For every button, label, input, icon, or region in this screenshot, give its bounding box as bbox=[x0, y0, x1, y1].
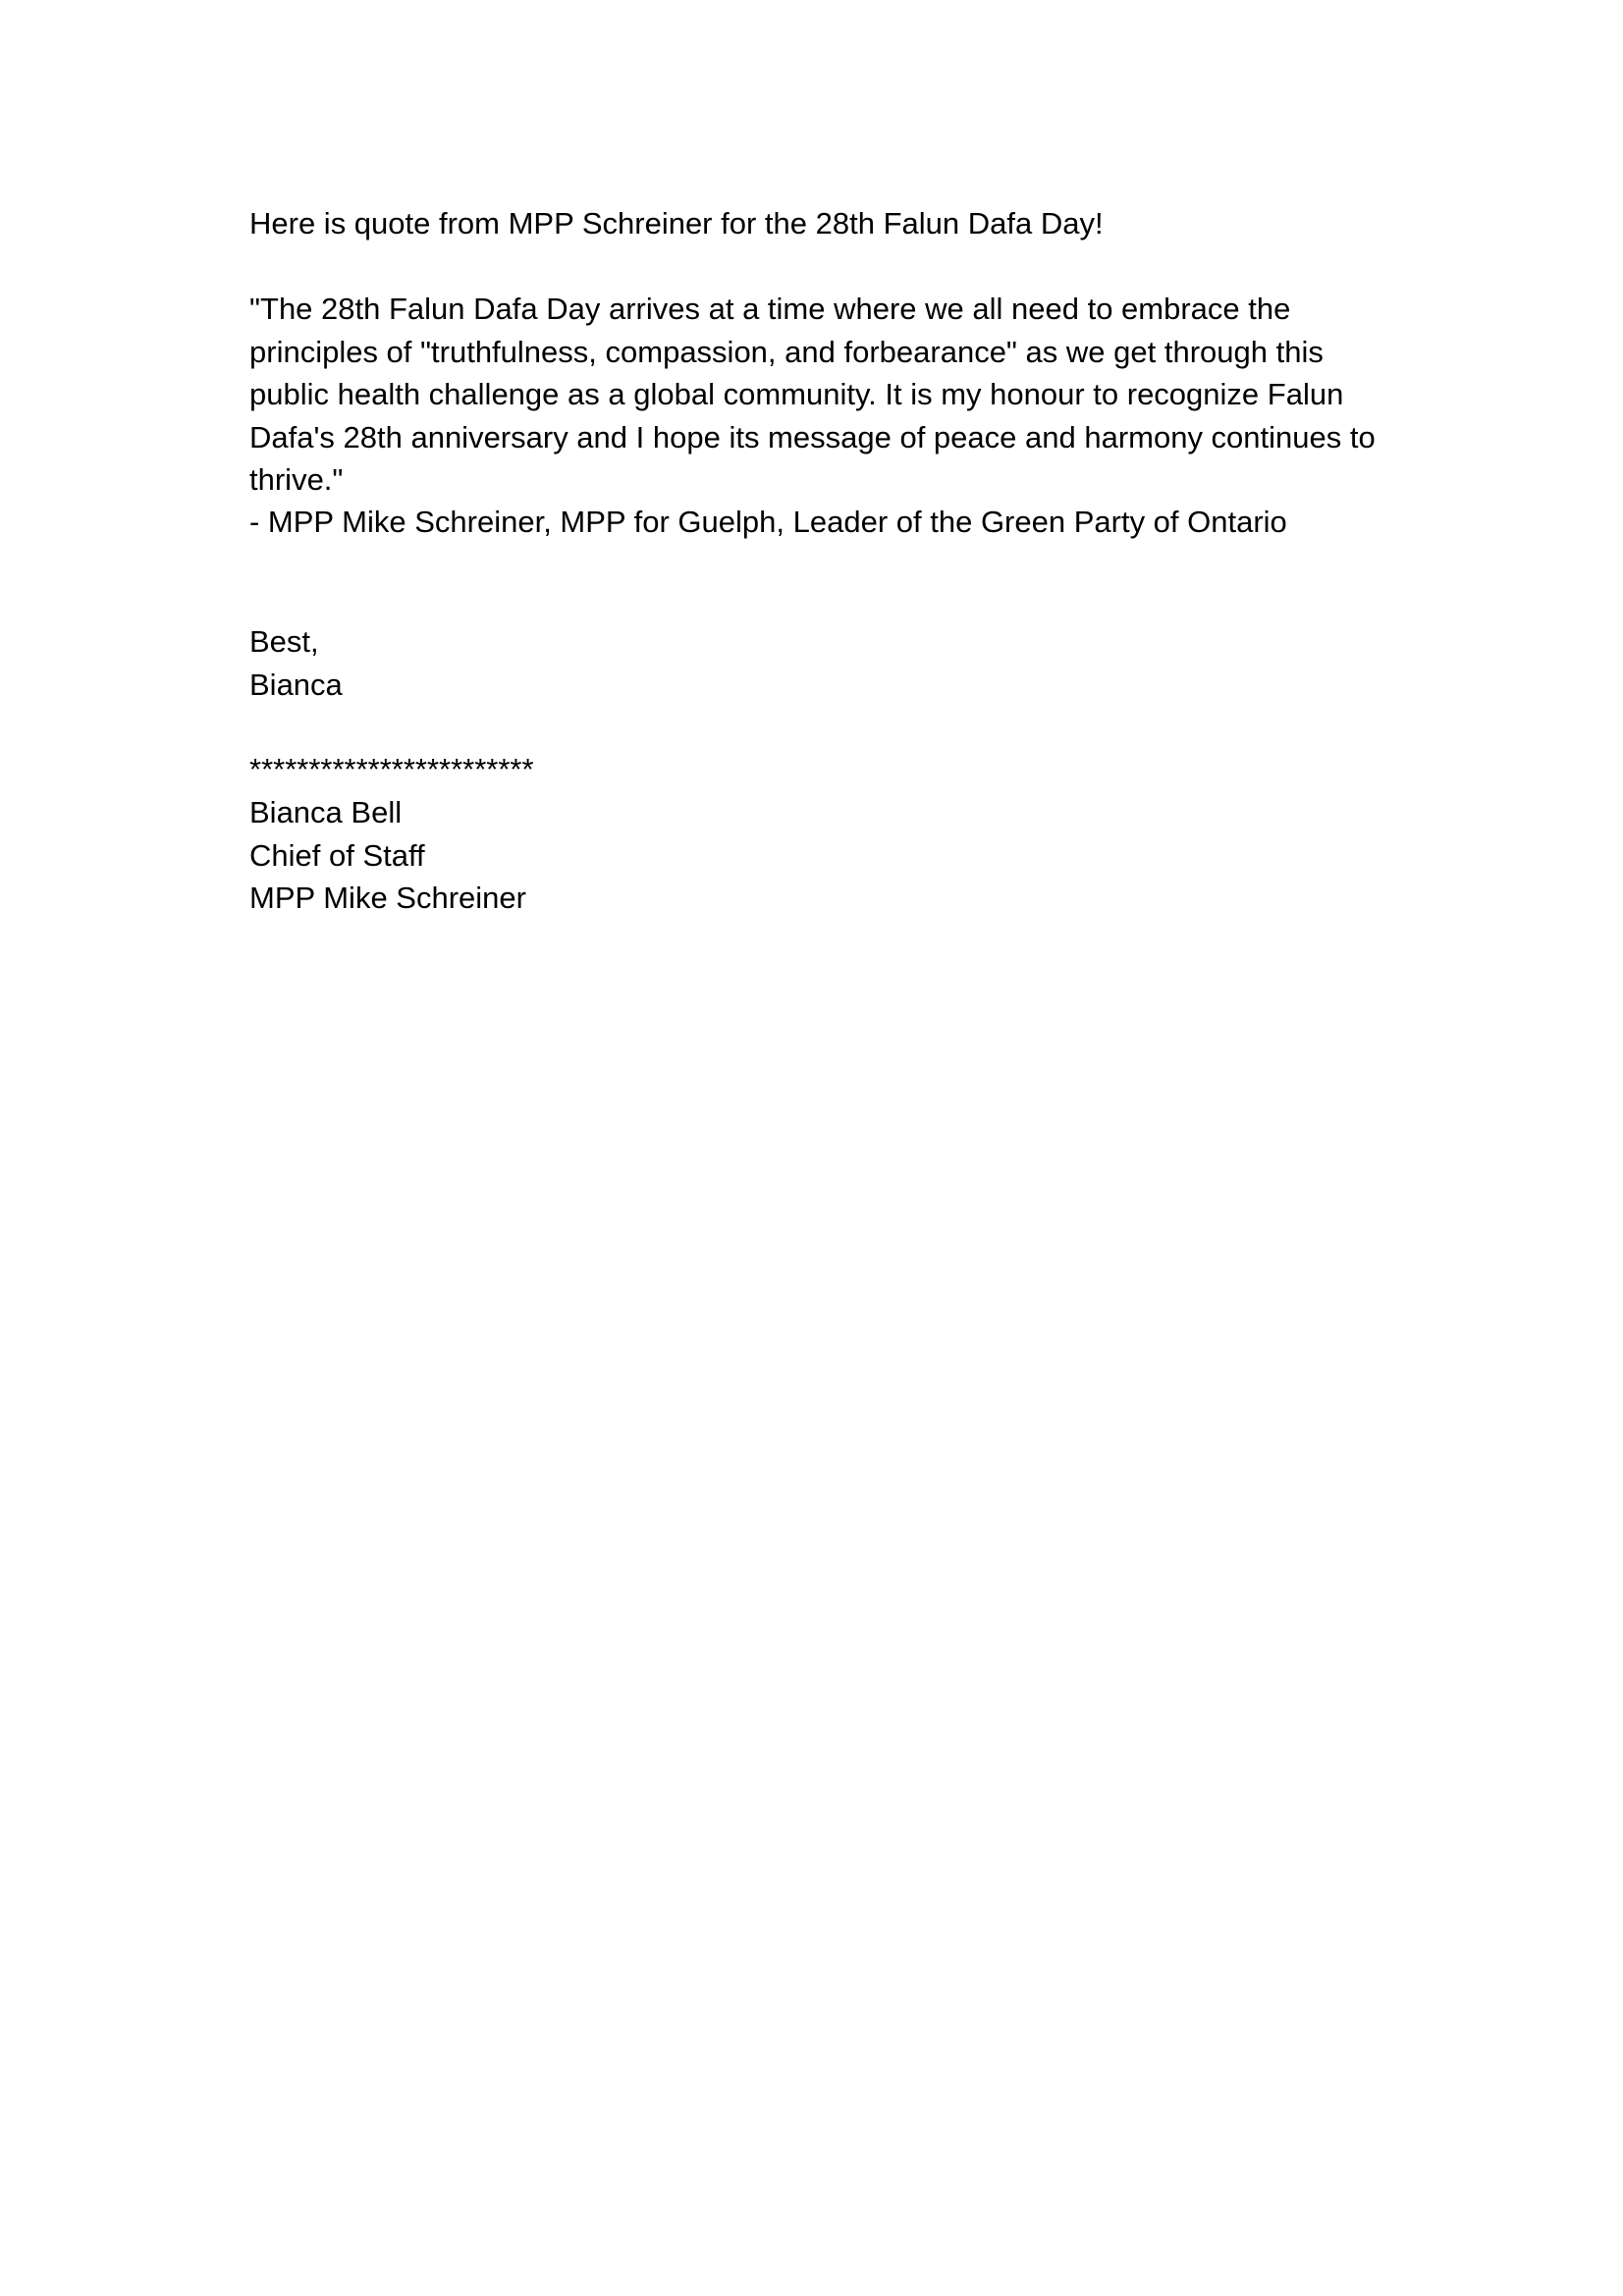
signature-title: Chief of Staff bbox=[249, 837, 425, 873]
quote-block bbox=[249, 288, 1379, 502]
closing-line: Best, bbox=[249, 624, 319, 659]
quote-line: principles of "truthfulness, compassion, and forbearance" as we get through this bbox=[249, 334, 1324, 369]
signature-block bbox=[249, 791, 1379, 920]
signature-office: MPP Mike Schreiner bbox=[249, 881, 526, 915]
quote-attribution: - MPP Mike Schreiner, MPP for Guelph, Leader of the Green Party of Ontario bbox=[249, 505, 1287, 539]
closing-block bbox=[249, 620, 1379, 706]
quote-line: "The 28th Falun Dafa Day arrives at a time where we all need to embrace the bbox=[249, 292, 1291, 326]
quote-line: Dafa's 28th anniversary and I hope its message of peace and harmony continues to bbox=[249, 419, 1376, 454]
intro-line: Here is quote from MPP Schreiner for the 28th Falun Dafa Day! bbox=[249, 206, 1104, 240]
quote-line: public health challenge as a global community. It is my honour to recognize Falun bbox=[249, 377, 1344, 411]
closing-line: Bianca bbox=[249, 667, 343, 702]
quote-line: thrive." bbox=[249, 462, 344, 497]
signature-name: Bianca Bell bbox=[249, 795, 403, 829]
signature-separator: ************************ bbox=[249, 752, 534, 786]
